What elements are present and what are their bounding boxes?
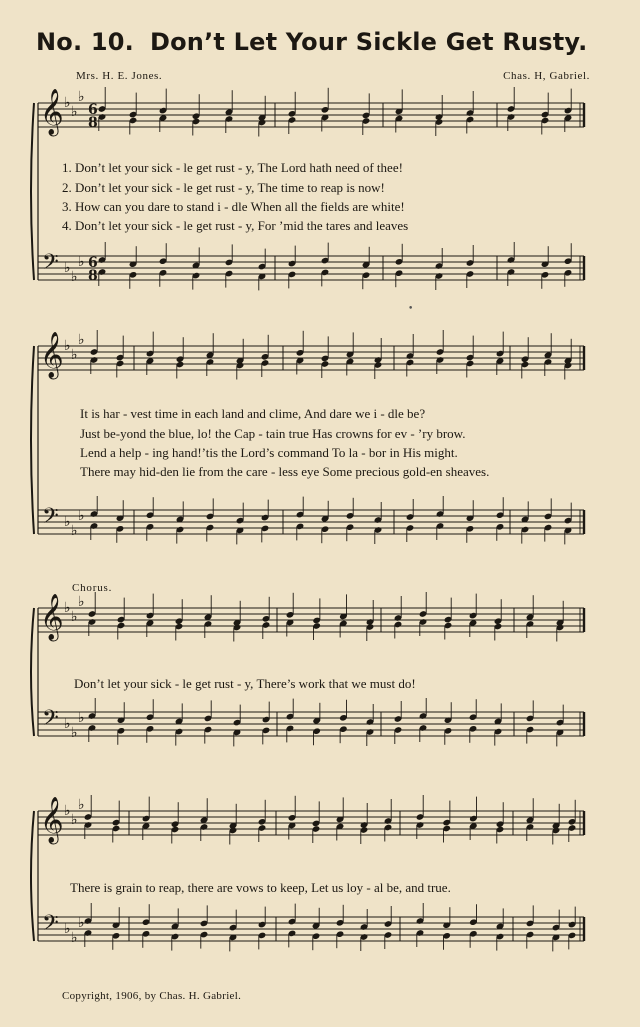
bass-clef: 𝄢: [42, 706, 59, 736]
flat-sign: ♭: [78, 508, 85, 524]
chorus-line-1: Don’t let your sick - le get rust - y, There’s work that we must do!: [74, 676, 416, 691]
verse-2-line-2: Just be-yond the blue, lo! the Cap - tain true Has crowns for ev - ’ry brow.: [80, 426, 466, 441]
hymn-number: No. 10.: [36, 28, 134, 56]
flat-sign: ♭: [78, 797, 85, 813]
verse-1-line-2: It is har - vest time in each land and clime, And dare we i - dle be?: [80, 406, 426, 421]
system-brace: [31, 608, 34, 736]
time-signature-top: 6: [88, 102, 98, 118]
flat-sign: ♭: [71, 347, 78, 363]
treble-clef: 𝄞: [40, 797, 64, 843]
verse-2-line-1: 2. Don’t let your sick - le get rust - y, The time to reap is now!: [62, 180, 385, 195]
verse-4-line-2: There may hid-den lie from the care - less eye Some precious gold-en sheaves.: [80, 464, 490, 479]
verse-4-line-1: 4. Don’t let your sick - le get rust - y, For ’mid the tares and leaves: [62, 218, 409, 233]
flat-sign: ♭: [64, 95, 71, 111]
flat-sign: ♭: [64, 600, 71, 616]
hymn-title: Don’t Let Your Sickle Get Rusty.: [149, 28, 588, 56]
composer-credit: Chas. H, Gabriel.: [503, 70, 590, 82]
flat-sign: ♭: [64, 803, 71, 819]
flat-sign: ♭: [64, 716, 71, 732]
verse-1-line-1: 1. Don’t let your sick - le get rust - y, The Lord hath need of thee!: [62, 160, 403, 175]
verse-3-line-2: Lend a help - ing hand!’tis the Lord’s command To la - bor in His might.: [80, 445, 458, 460]
system-brace: [31, 103, 34, 280]
flat-sign: ♭: [78, 254, 85, 270]
flat-sign: ♭: [71, 104, 78, 120]
chorus-line-2: There is grain to reap, there are vows to keep, Let us loy - al be, and true.: [70, 880, 451, 895]
flat-sign: ♭: [71, 725, 78, 741]
system-brace: [31, 811, 34, 941]
verse-3-line-1: 3. How can you dare to stand i - dle When all the fields are white!: [62, 199, 405, 214]
flat-sign: ♭: [71, 269, 78, 285]
flat-sign: ♭: [71, 523, 78, 539]
treble-clef: 𝄞: [40, 89, 64, 135]
flat-sign: ♭: [78, 332, 85, 348]
flat-sign: ♭: [78, 89, 85, 105]
flat-sign: ♭: [64, 260, 71, 276]
time-signature-top: 6: [88, 255, 98, 271]
flat-sign: ♭: [78, 915, 85, 931]
flat-sign: ♭: [71, 812, 78, 828]
bass-clef: 𝄢: [42, 250, 59, 280]
flat-sign: ♭: [64, 921, 71, 937]
copyright-notice: Copyright, 1906, by Chas. H. Gabriel.: [62, 990, 242, 1002]
flat-sign: ♭: [71, 609, 78, 625]
lyricist-credit: Mrs. H. E. Jones.: [76, 70, 163, 82]
chorus-label: Chorus.: [72, 582, 113, 594]
treble-clef: 𝄞: [40, 332, 64, 378]
flat-sign: ♭: [64, 338, 71, 354]
flat-sign: ♭: [78, 594, 85, 610]
treble-clef: 𝄞: [40, 594, 64, 640]
system-brace: [31, 346, 34, 534]
bass-clef: 𝄢: [42, 911, 59, 941]
flat-sign: ♭: [78, 710, 85, 726]
flat-sign: ♭: [64, 514, 71, 530]
flat-sign: ♭: [71, 930, 78, 946]
bass-clef: 𝄢: [42, 504, 59, 534]
page-mark: •: [408, 304, 414, 314]
time-signature-bottom: 8: [88, 268, 98, 284]
time-signature-bottom: 8: [88, 115, 98, 131]
